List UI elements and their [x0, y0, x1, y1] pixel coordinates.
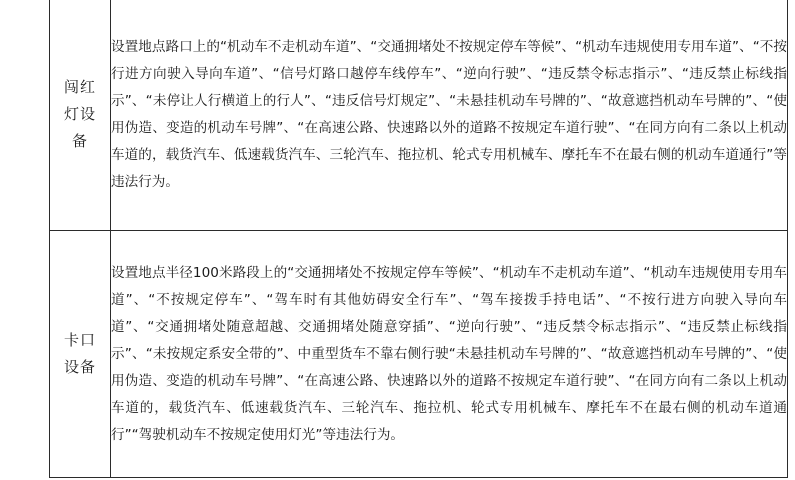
equipment-table: [49, 0, 788, 478]
row-label-checkpoint-equipment: 卡口设备: [63, 331, 96, 376]
row-label-red-light-equipment: 闯红灯设备: [63, 78, 96, 150]
content-cell: [111, 231, 788, 478]
table-row: [50, 0, 788, 231]
row-content-red-light-equipment: 设置地点路口上的“机动车不走机动车道”、“交通拥堵处不按规定停车等候”、“机动车违规使用专用车道”、“不按行进方向驶入导向车道”、“信号灯路口越停车线停车”、“逆向行驶”、“违反禁令标志指示”、“违反禁止标线指示”、“未停让人行横道上的行人”、“违反信号灯规定”、“未悬挂机动车号牌的”、“故意遮挡机动车号牌的”、“使用伪造、变造的机动车号牌”、“在高速公路、快速路以外的道路不按规定车道行驶”、“在同方向有二条以上机动车道的，载货汽车、低速载货汽车、三轮汽车、拖拉机、轮式专用机械车、摩托车不在最右侧的机动车道通行”等违法行为。: [111, 38, 787, 190]
content-cell: [111, 0, 788, 231]
label-cell: [50, 231, 111, 478]
label-cell: [50, 0, 111, 231]
row-content-checkpoint-equipment: 设置地点半径100米路段上的“交通拥堵处不按规定停车等候”、“机动车不走机动车道”、“机动车违规使用专用车道”、“不按规定停车”、“驾车时有其他妨碍安全行车”、“驾车接拨手持电话”、“不按行进方向驶入导向车道”、“交通拥堵处随意超越、交通拥堵处随意穿插”、“逆向行驶”、“违反禁令标志指示”、“违反禁止标线指示”、“未按规定系安全带的”、中重型货车不靠右侧行驶“未悬挂机动车号牌的”、“故意遮挡机动车号牌的”、“使用伪造、变造的机动车号牌”、“在高速公路、快速路以外的道路不按规定车道行驶”、“在同方向有二条以上机动车道的，载货汽车、低速载货汽车、三轮汽车、拖拉机、轮式专用机械车、摩托车不在最右侧的机动车道通行”“驾驶机动车不按规定使用灯光”等违法行为。: [111, 264, 787, 443]
table-row: [50, 231, 788, 478]
